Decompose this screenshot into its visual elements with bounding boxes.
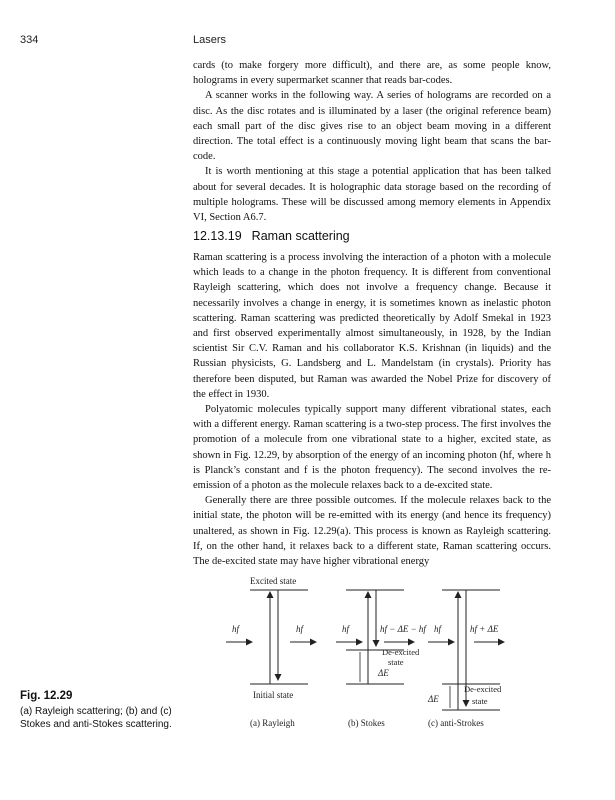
paragraph: Raman scattering is a process involving the interaction of a photon with a molecule which leads to a change in the photon frequency. It is different from conventional Rayleigh scattering, which does not involve a frequency change. Because it necessarily involves a change in energy, it is sometimes known as inelastic photon scattering. Raman scattering was predicted theoretically by Adolf Smekal in 1923 and first observed experimentally almost simultaneously, in 1928, by the Indian scientist Sir C.V. Raman and his collaborator K.S. Krishnan (in liquids) and the Russian physicists, G. Landsberg and L. Mandelstam (in crystals). Priority has therefore been disputed, but Raman was awarded the Nobel Prize for discovery of the effect in 1930. (193, 252, 551, 400)
hf-out-label: hf + ΔE (470, 624, 499, 634)
raman-diagram (218, 570, 518, 745)
paragraph: A scanner works in the following way. A series of holograms are recorded on a disc. As the disc rotates and is illuminated by a laser (the original reference beam) each small part of the disc gives rise to an object beam moving in a different direction. The total effect is a continuously moving light beam that scans the bar-code. (193, 90, 551, 163)
figure-caption (20, 690, 185, 731)
hf-out-label: hf − ΔE − hf (380, 624, 426, 634)
figure-caption-text: (a) Rayleigh scattering; (b) and (c) Stokes and anti-Stokes scattering. (20, 706, 172, 730)
page-number: 334 (20, 34, 39, 46)
section-heading (193, 229, 350, 243)
initial-state-label: Initial state (253, 690, 294, 700)
de-excited-state-label: state (472, 696, 488, 706)
panel-a-caption: (a) Rayleigh (250, 718, 295, 728)
panel-b-caption: (b) Stokes (348, 718, 385, 728)
de-excited-label: De-excited (464, 684, 502, 694)
section-number: 12.13.19 (193, 229, 242, 243)
panel-stokes (336, 590, 427, 684)
delta-e-label: ΔE (378, 668, 389, 678)
hf-in-label: hf (434, 624, 442, 634)
panel-rayleigh (226, 576, 316, 700)
de-excited-label: De-excited (382, 647, 420, 657)
panel-anti-stokes (427, 590, 504, 710)
paragraph: Polyatomic molecules typically support many different vibrational states, each with a different energy. Raman scattering is a two-step process. The first involves the promotion of a molecule from one vibrational state to a higher, excited state, as shown in Fig. 12.29, by absorption of the energy of an incoming photon (hf, where h is Planck’s constant and f is the photon frequency). The second involves the re-emission of a photon as the molecule relaxes back to a de-excited state. (193, 404, 551, 492)
hf-in-label: hf (342, 624, 350, 634)
figure-label: Fig. 12.29 (20, 690, 73, 702)
running-head: Lasers (193, 34, 227, 46)
paragraph: cards (to make forgery more difficult), and there are, as some people know, holograms in every supermarket scanner that reads bar-codes. (193, 60, 551, 87)
de-excited-state-label: state (388, 657, 404, 667)
hf-out-label: hf (296, 624, 304, 634)
paragraph: Generally there are three possible outcomes. If the molecule relaxes back to the initial state, the photon will be re-emitted with its energy (and hence its frequency) unaltered, as shown in Fig. 12.29(a). This process is known as Rayleigh scattering. If, on the other hand, it relaxes back to a different state, Raman scattering occurs. The de-excited state may have higher vibrational energy (193, 495, 551, 568)
panel-c-caption: (c) anti-Strokes (428, 718, 484, 728)
body-text-top (193, 58, 551, 225)
paragraph: It is worth mentioning at this stage a potential application that has been talked about for several decades. It is holographic data storage based on the recording of multiple holograms. These will be discussed among memory elements in Appendix VI, Section A6.7. (193, 166, 551, 224)
excited-state-label: Excited state (250, 576, 297, 586)
hf-in-label: hf (232, 624, 240, 634)
section-title: Raman scattering (251, 229, 350, 243)
delta-e-label: ΔE (428, 694, 439, 704)
body-text-bottom (193, 250, 551, 569)
